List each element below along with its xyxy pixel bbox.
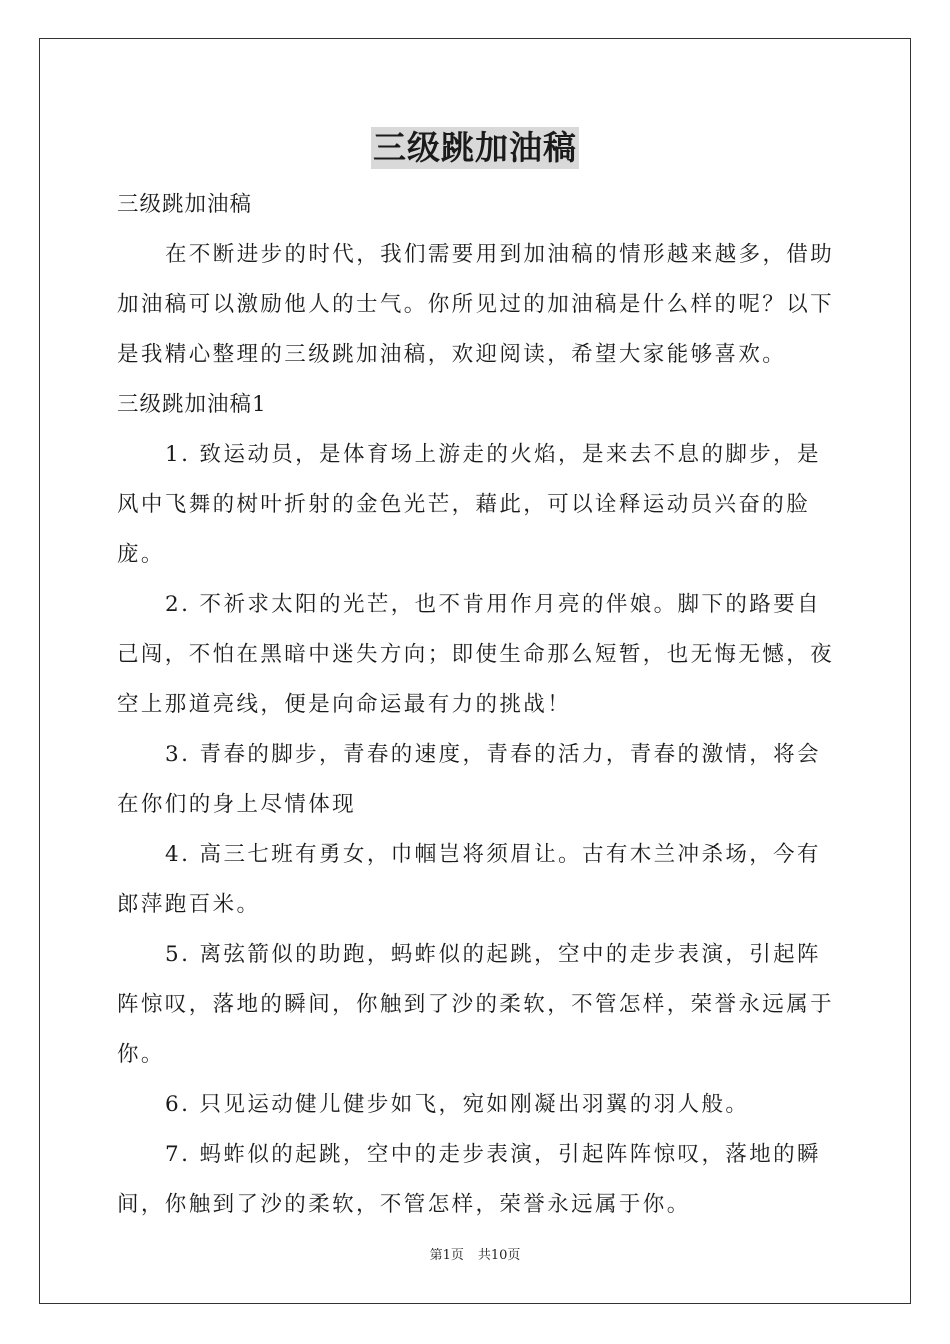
document-body bbox=[117, 180, 837, 1230]
page-number-current: 第1页 bbox=[429, 1248, 464, 1263]
list-item-6: 6. 只见运动健儿健步如飞，宛如刚凝出羽翼的羽人般。 bbox=[165, 1092, 750, 1117]
list-item-2: 2. 不祈求太阳的光芒，也不肯用作月亮的伴娘。脚下的路要自己闯，不怕在黑暗中迷失方向；即使生命那么短暂，也无悔无憾，夜空上那道亮线，便是向命运最有力的挑战！ bbox=[117, 592, 835, 717]
page-number-total: 共10页 bbox=[477, 1248, 521, 1263]
intro-paragraph: 在不断进步的时代，我们需要用到加油稿的情形越来越多，借助加油稿可以激励他人的士气。你所见过的加油稿是什么样的呢？以下是我精心整理的三级跳加油稿，欢迎阅读，希望大家能够喜欢。 bbox=[117, 242, 835, 367]
subtitle: 三级跳加油稿 bbox=[117, 192, 253, 217]
page-footer bbox=[0, 1247, 950, 1265]
list-item-3: 3. 青春的脚步，青春的速度，青春的活力，青春的激情，将会在你们的身上尽情体现 bbox=[117, 742, 821, 817]
document-title-container bbox=[0, 127, 950, 169]
section-heading: 三级跳加油稿1 bbox=[117, 392, 267, 417]
list-item-1: 1. 致运动员，是体育场上游走的火焰，是来去不息的脚步，是风中飞舞的树叶折射的金色光芒，藉此，可以诠释运动员兴奋的脸庞。 bbox=[117, 442, 821, 567]
list-item-7: 7. 蚂蚱似的起跳，空中的走步表演，引起阵阵惊叹，落地的瞬间，你触到了沙的柔软，不管怎样，荣誉永远属于你。 bbox=[117, 1142, 821, 1217]
document-title: 三级跳加油稿 bbox=[373, 128, 577, 167]
list-item-5: 5. 离弦箭似的助跑，蚂蚱似的起跳，空中的走步表演，引起阵阵惊叹，落地的瞬间，你触到了沙的柔软，不管怎样，荣誉永远属于你。 bbox=[117, 942, 835, 1067]
list-item-4: 4. 高三七班有勇女，巾帼岂将须眉让。古有木兰冲杀场，今有郎萍跑百米。 bbox=[117, 842, 821, 917]
